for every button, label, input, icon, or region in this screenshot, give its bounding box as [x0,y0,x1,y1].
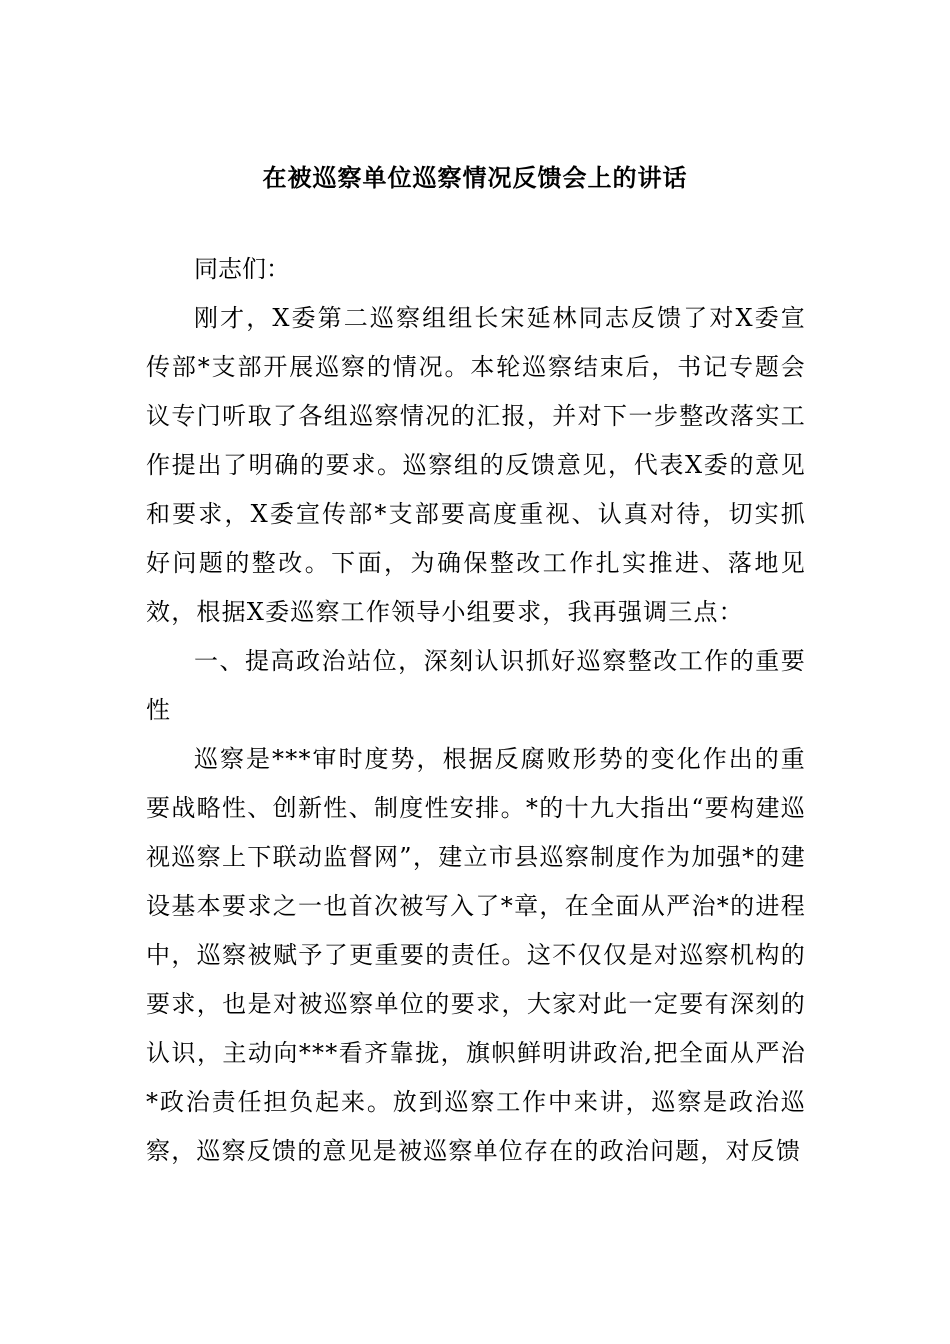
document-title: 在被巡察单位巡察情况反馈会上的讲话 [262,163,688,192]
greeting: 同志们： [194,255,290,283]
paragraph-section-1: 巡察是***审时度势，根据反腐败形势的变化作出的重要战略性、创新性、制度性安排。*的十九大指出“要构建巡视巡察上下联动监督网”，建立市县巡察制度作为加强*的建设基本要求之一也首次被写入了*章，在全面从严治*的进程中，巡察被赋予了更重要的责任。这不仅仅是对巡察机构的要求，也是对被巡察单位的要求，大家对此一定要有深刻的认识，主动向***看齐靠拢，旗帜鲜明讲政治,把全面从严治*政治责任担负起来。放到巡察工作中来讲，巡察是政治巡察，巡察反馈的意见是被巡察单位存在的政治问题，对反馈 [146,745,806,1165]
paragraph-intro: 刚才，X委第二巡察组组长宋延林同志反馈了对X委宣传部*支部开展巡察的情况。本轮巡察结束后，书记专题会议专门听取了各组巡察情况的汇报，并对下一步整改落实工作提出了明确的要求。巡察组的反馈意见，代表X委的意见和要求，X委宣传部*支部要高度重视、认真对待，切实抓好问题的整改。下面，为确保整改工作扎实推进、落地见效，根据X委巡察工作领导小组要求，我再强调三点： [146,304,806,626]
document-body [146,245,806,1176]
section-heading-1: 一、提高政治站位，深刻认识抓好巡察整改工作的重要性 [146,647,806,724]
